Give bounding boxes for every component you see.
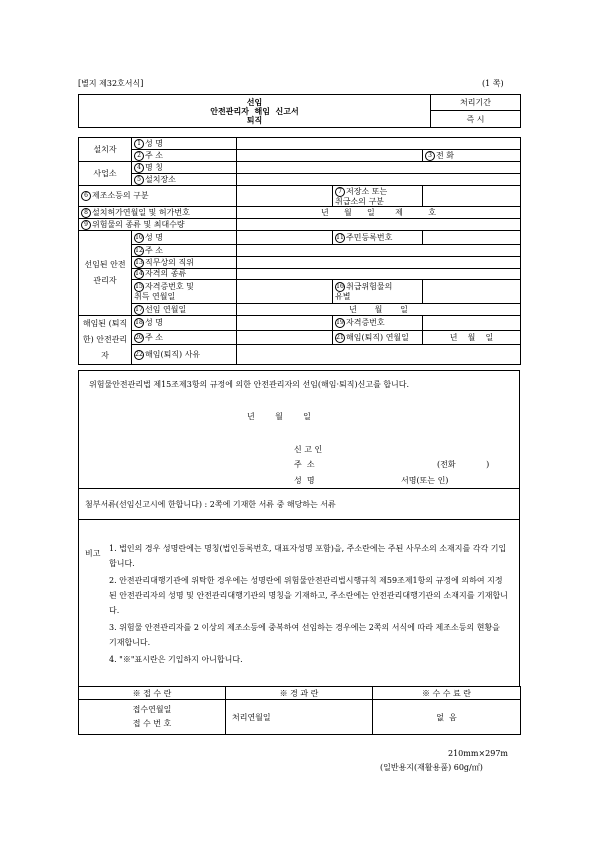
label-facility-type: 6 제조소등의 구분 [79,186,237,207]
input-facility-type[interactable] [237,186,333,207]
input-reporter-address[interactable] [237,150,423,162]
declaration-text: 위험물안전관리법 제15조제3항의 규정에 의한 안전관리자의 선임(해임·퇴직)신고를 합니다. [89,380,410,389]
paper-type: (일반용지(재활용품) 60g/㎡) [380,763,483,772]
label-address: 2 주 소 [132,150,237,162]
label-license-no: 19 자격증번호 [333,316,423,331]
label-dismissed-name: 18 성 명 [132,316,237,331]
input-reporter-name[interactable] [237,138,521,150]
receipt-detail: 접수연월일 접 수 번 호 [79,700,226,735]
note-item: 1. 법인의 경우 성명란에는 명칭(법인등록번호, 대표자성명 포함)을, 주소란에는 주된 사무소의 소재지를 각각 기입합니다. [109,544,507,568]
input-location[interactable] [237,174,521,186]
input-business-name[interactable] [237,162,521,174]
input-permit[interactable]: 년 월 일 제 호 [237,207,521,219]
title-table [78,94,521,128]
label-phone[interactable]: 3 전 화 [423,150,521,162]
label-permit: 8 설치허가연월일 및 허가번호 [79,207,237,219]
phone-field[interactable]: (전화 ) [437,460,490,469]
section-dismissed: 해임된 (퇴직한) 안전관리자 [79,316,132,365]
section-appointed: 선임된 안전관리자 [79,231,132,316]
label-dismiss-reason: 22 해임(퇴직) 사유 [132,345,237,365]
result-detail: 처리연월일 [226,700,373,735]
label-storage-type: 7 저장소 또는 취급소의 구분 [333,186,423,207]
label-appointed-name: 10 성 명 [132,231,237,245]
receipt-header: ※ 접 수 란 [79,687,226,700]
label-hazmat-kind: 9 위험물의 종류 및 최대수량 [79,219,237,231]
label-appoint-date: 17 선임 연월일 [132,304,237,316]
divider [79,488,519,489]
office-use-table [78,686,521,735]
input-license-no[interactable] [423,316,521,331]
notes-label: 비고 [85,549,101,558]
input-qualification[interactable] [237,269,521,280]
note-item: 4. "※"표시란은 기입하지 아니합니다. [109,655,243,664]
result-header: ※ 경 과 란 [226,687,373,700]
input-appointed-address[interactable] [237,245,521,257]
fee-value: 없 음 [373,700,521,735]
label-dismissed-address: 20 주 소 [132,330,237,345]
note-item: 2. 안전관리대행기관에 위탁한 경우에는 성명란에 위험물안전관리법시행규칙 제59조제1항의 규정에 의하여 지정된 안전관리자의 성명 및 안전관리대행기관의 명칭을 기재하고, 주소란에는 안전관리대행기관의 소재지를 기재합니다. [109,576,508,615]
divider [79,519,519,520]
label-dismiss-date: 21 해임(퇴직) 연월일 [333,330,423,345]
label-license: 15 자격증번호 및 취득 연월일 [132,280,237,304]
processing-period-label: 처리기간 [431,95,521,111]
input-handled-class[interactable] [423,280,521,304]
input-appoint-date[interactable]: 년 월 일 [237,304,521,316]
attachments-text: 첨부서류(선임신고시에 한합니다) : 2쪽에 기재한 서류 중 해당하는 서류 [85,500,336,509]
label-handled-class: 16 취급위험물의 유별 [333,280,423,304]
label-business-name: 4 명 칭 [132,162,237,174]
main-form-table [78,137,521,365]
note-item: 3. 위험물 안전관리자를 2 이상의 제조소등에 중복하여 선임하는 경우에는 2쪽의 서식에 따라 제조소등의 현황을 기재합니다. [109,623,500,647]
declaration-date: 년 월 일 [247,412,311,421]
fee-header: ※ 수 수 료 란 [373,687,521,700]
input-dismiss-reason[interactable] [237,345,521,365]
label-appointed-address: 12 주 소 [132,245,237,257]
section-reporter: 설치자 [79,138,132,162]
label-name: 1 성 명 [132,138,237,150]
input-position[interactable] [237,257,521,269]
label-rrn: 11 주민등록번호 [333,231,423,245]
input-dismissed-address[interactable] [237,330,333,345]
input-rrn[interactable] [423,231,521,245]
paper-size: 210mm×297m [448,749,508,758]
input-appointed-name[interactable] [237,231,333,245]
address-label: 주 소 [294,460,315,469]
declaration-box [78,370,520,687]
label-position: 13 직무상의 직위 [132,257,237,269]
reporter-label: 신 고 인 [294,445,323,454]
name-label: 성 명 [294,476,315,485]
input-dismissed-name[interactable] [237,316,333,331]
form-title: 선임 안전관리자 해임 신고서 퇴직 [79,95,431,128]
input-dismiss-date[interactable]: 년 월 일 [423,330,521,345]
signature-field[interactable]: 서명(또는 인) [401,476,449,485]
input-license[interactable] [237,280,333,304]
label-qualification: 14 자격의 종류 [132,269,237,280]
label-location: 5 설치장소 [132,174,237,186]
page-indicator: (1 쪽) [482,79,504,88]
section-business: 사업소 [79,162,132,186]
input-hazmat-kind[interactable] [237,219,521,231]
input-storage-type[interactable] [423,186,521,207]
processing-period-value: 즉 시 [431,111,521,128]
form-number: [별지 제32호서식] [78,79,144,88]
notes-list [109,541,509,667]
